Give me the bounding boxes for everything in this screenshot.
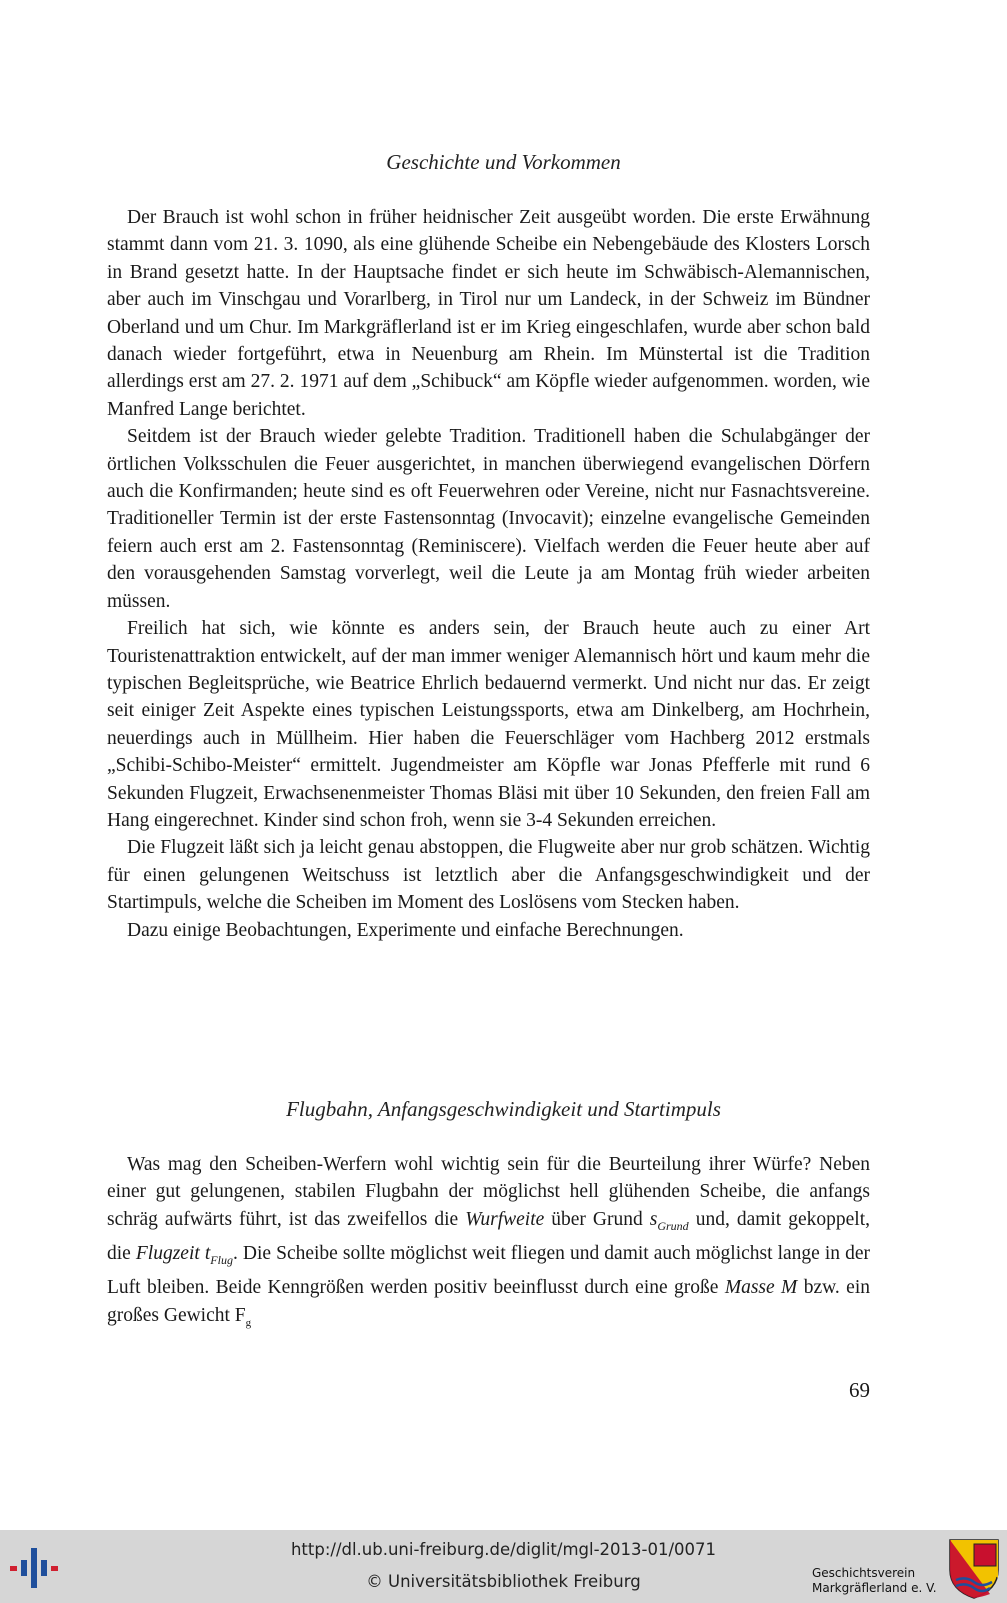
page-number: 69 <box>849 1378 870 1402</box>
paragraph: Freilich hat sich, wie könnte es anders sein, der Brauch heute auch zu einer Art Touristenattraktion entwickelt, auf der man immer weniger Alemannisch hört und kaum mehr die typischen Begleitsprüche, wie Beatrice Ehrlich bedauernd vermerkt. Und nicht nur das. Er zeigt seit einiger Zeit Aspekte eines typischen Leistungssports, etwa am Dinkelberg, am Hochrhein, neuerdings auch in Müllheim. Hier haben die Feuerschläger vom Hachberg 2012 erstmals „Schibi-Schibo-Meister“ ermittelt. Jugendmeister am Köpfle war Jonas Pfefferle mit rund 6 Sekunden Flugzeit, Erwachsenenmeister Thomas Bläsi mit über 10 Sekunden, den freien Fall am Hang eingerechnet. Kinder sind schon froh, wenn sie 3-4 Sekunden erreichen. <box>107 618 870 831</box>
emphasis-flugzeit: Flugzeit <box>135 1243 200 1265</box>
text-run: . Die Scheibe sollte möglichst weit fliegen und damit auch möglichst lange in der Luft bleiben. Beide Kenngrößen werden positiv beeinflusst durch eine große <box>107 1243 871 1299</box>
paragraph: Seitdem ist der Brauch wieder gelebte Tradition. Traditionell haben die Schulabgänger der örtlichen Volksschulen die Feuer ausgerichtet, in manchen überwiegend evangelischen Dörfern auch die Konfirmanden; heute sind es oft Feuerwehren oder Vereine, nicht nur Fasnachtsvereine. Traditioneller Termin ist der erste Fastensonntag (Invocavit); einzelne evangelische Gemeinden feiern auch erst am 2. Fastensonntag (Reminiscere). Vielfach werden die Feuer heute aber auf den vorausgehenden Samstag vorverlegt, weil die Leute ja am Montag früh wieder arbeiten müssen. <box>107 426 870 612</box>
society-line-2: Markgräflerland e. V. <box>812 1581 937 1595</box>
text-run: und, damit gekoppelt, die <box>107 1208 870 1265</box>
text-run: bzw. ein großes Gewicht F <box>107 1277 871 1326</box>
symbol-s: s <box>649 1208 658 1230</box>
paragraph <box>107 1151 870 1337</box>
viewer-footer <box>0 1530 1007 1603</box>
coat-of-arms-icon <box>946 1536 1002 1600</box>
subscript-g: g <box>245 1316 252 1329</box>
emphasis-masse: Masse M <box>724 1277 798 1299</box>
symbol-t: t <box>204 1243 211 1265</box>
subscript-flug: Flug <box>210 1253 233 1267</box>
paragraph: Dazu einige Beobachtungen, Experimente und einfache Berechnungen. <box>127 919 684 941</box>
society-name <box>812 1566 937 1596</box>
paragraph: Der Brauch ist wohl schon in früher heidnischer Zeit ausgeübt worden. Die erste Erwähnung stammt dann vom 21. 3. 1090, als eine glühende Scheibe ein Nebengebäude des Klosters Lorsch in Brand gesetzt hatte. In der Hauptsache findet er sich heute im Schwäbisch-Alemannischen, aber auch im Vinschgau und Vorarlberg, in Tirol nur um Landeck, in der Schweiz im Bündner Oberland und um Chur. Im Markgräflerland ist er im Krieg eingeschlafen, wurde aber schon bald danach wieder fortgeführt, etwa in Neuenburg am Rhein. Im Münstertal ist die Tradition allerdings erst am 27. 2. 1971 auf dem „Schibuck“ am Köpfle wieder aufgenommen. worden, wie Manfred Lange berichtet. <box>107 207 870 420</box>
subscript-grund: Grund <box>657 1218 689 1233</box>
text-run: über Grund <box>544 1208 650 1230</box>
section-history-body <box>107 204 870 944</box>
section-heading-history: Geschichte und Vorkommen <box>386 150 621 174</box>
society-line-1: Geschichtsverein <box>812 1566 916 1580</box>
text-run: Was mag den Scheiben-Werfern wohl wichtig sein für die Beurteilung ihrer Würfe? Neben einer gut gelungenen, stabilen Flugbahn der möglichst hell glühenden Scheibe, die anfangs schräg aufwärts führt, ist das zweifellos die <box>107 1154 870 1230</box>
emphasis-wurfweite: Wurfweite <box>465 1208 545 1230</box>
paragraph: Die Flugzeit läßt sich ja leicht genau abstoppen, die Flugweite aber nur grob schätzen. Wichtig für einen gelungenen Weitschuss ist letztlich aber die Anfangsgeschwindigkeit und der Startimpuls, welche die Scheiben im Moment des Loslösens vom Stecken haben. <box>107 837 870 914</box>
permalink-url[interactable]: http://dl.ub.uni-freiburg.de/diglit/mgl-2013-01/0071 <box>290 1540 717 1559</box>
section-trajectory-body <box>107 1151 870 1337</box>
section-heading-trajectory: Flugbahn, Anfangsgeschwindigkeit und Startimpuls <box>286 1097 721 1121</box>
copyright-notice: © Universitätsbibliothek Freiburg <box>366 1572 641 1591</box>
